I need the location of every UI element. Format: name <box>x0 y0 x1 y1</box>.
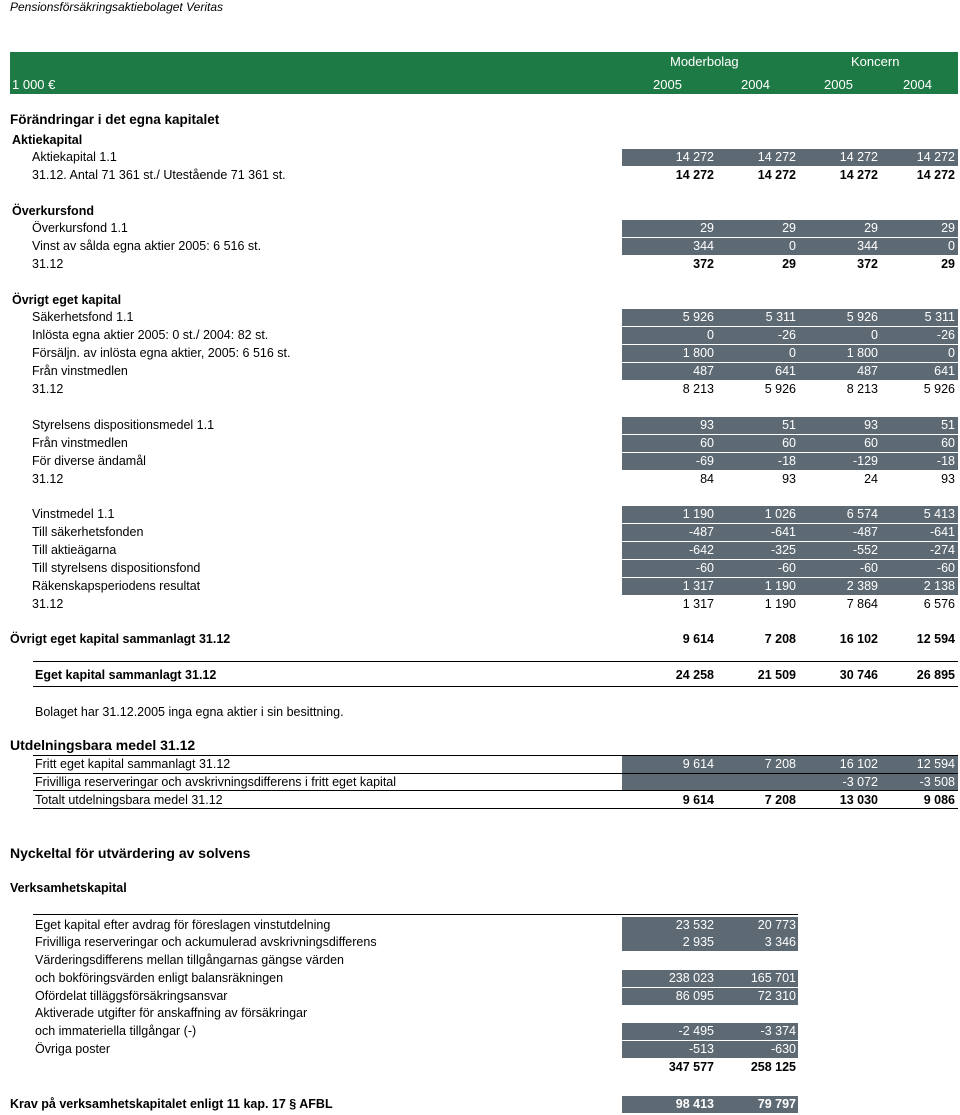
cell: 9 086 <box>923 793 955 807</box>
table-row <box>0 541 960 559</box>
cell: 93 <box>941 472 955 486</box>
group-koncern: Koncern <box>851 54 900 69</box>
cell: -18 <box>936 454 955 468</box>
cell: 1 190 <box>682 507 714 521</box>
cell: -274 <box>929 543 955 557</box>
table-row <box>0 308 960 326</box>
table-row <box>0 791 960 809</box>
cell: -3 508 <box>919 775 955 789</box>
table-row <box>0 969 960 987</box>
note-text: Bolaget har 31.12.2005 inga egna aktier i sin besittning. <box>35 705 344 719</box>
cell: 24 258 <box>675 668 714 682</box>
cell: 1 800 <box>846 346 878 360</box>
sum-row <box>0 1058 960 1076</box>
row-label: Vinst av sålda egna aktier 2005: 6 516 st. <box>32 239 262 253</box>
total-row <box>0 630 960 648</box>
cell: 14 272 <box>675 168 714 182</box>
row-label: Eget kapital efter avdrag för föreslagen vinstutdelning <box>35 918 331 932</box>
cell: 13 030 <box>839 793 878 807</box>
divider-line <box>33 755 958 756</box>
subsection-title: Överkursfond <box>12 204 94 218</box>
cell: 84 <box>700 472 714 486</box>
cell: 238 023 <box>668 971 714 985</box>
row-label: Krav på verksamhetskapitalet enligt 11 kap. 17 § AFBL <box>10 1097 333 1111</box>
cell: 1 317 <box>682 597 714 611</box>
cell: 7 208 <box>764 632 796 646</box>
cell: 1 026 <box>764 507 796 521</box>
table-row <box>0 1022 960 1040</box>
cell: -487 <box>852 525 878 539</box>
cell: 14 272 <box>675 150 714 164</box>
cell: 2 935 <box>682 935 714 949</box>
table-row <box>0 951 960 969</box>
cell: 16 102 <box>839 632 878 646</box>
cell: 165 701 <box>750 971 796 985</box>
row-label: Styrelsens dispositionsmedel 1.1 <box>32 418 215 432</box>
cell: -513 <box>688 1042 714 1056</box>
cell: 79 797 <box>757 1097 796 1111</box>
table-row <box>0 1040 960 1058</box>
cell: 2 138 <box>923 579 955 593</box>
column-header-bar <box>10 52 958 94</box>
row-label: Från vinstmedlen <box>32 436 128 450</box>
table-row <box>0 916 960 934</box>
cell: 60 <box>864 436 878 450</box>
cell: 20 773 <box>757 918 796 932</box>
cell: 14 272 <box>839 150 878 164</box>
row-label: Ofördelat tilläggsförsäkringsansvar <box>35 989 228 1003</box>
row-label: Till aktieägarna <box>32 543 117 557</box>
table-row <box>0 933 960 951</box>
table-row <box>0 559 960 577</box>
group-moderbolag: Moderbolag <box>670 54 739 69</box>
cell: -60 <box>936 561 955 575</box>
cell: -60 <box>695 561 714 575</box>
divider-line <box>33 686 958 687</box>
cell: 12 594 <box>916 632 955 646</box>
cell: 29 <box>700 221 714 235</box>
row-label: Aktiverade utgifter för anskaffning av försäkringar <box>35 1006 308 1020</box>
cell: 0 <box>948 346 955 360</box>
table-row <box>0 452 960 470</box>
cell: 5 311 <box>924 310 955 324</box>
cell: 86 095 <box>675 989 714 1003</box>
cell: 3 346 <box>764 935 796 949</box>
cell: 5 926 <box>764 382 796 396</box>
section-title: Nyckeltal för utvärdering av solvens <box>10 845 251 861</box>
table-row <box>0 1004 960 1022</box>
cell: 641 <box>775 364 796 378</box>
cell: -3 374 <box>760 1024 796 1038</box>
row-label: Aktiekapital 1.1 <box>32 150 117 164</box>
row-label: Värderingsdifferens mellan tillgångarnas gängse värden <box>35 953 344 967</box>
cell: 2 389 <box>846 579 878 593</box>
cell: 1 317 <box>682 579 714 593</box>
row-label: Överkursfond 1.1 <box>32 221 128 235</box>
row-label: Frivilliga reserveringar och ackumulerad avskrivningsdifferens <box>35 935 377 949</box>
year-header: 2005 <box>824 77 853 92</box>
total-row <box>0 666 960 684</box>
cell: 5 926 <box>923 382 955 396</box>
cell: 8 213 <box>682 382 714 396</box>
subsection-title: Övrigt eget kapital <box>12 293 122 307</box>
cell: 93 <box>782 472 796 486</box>
cell: -60 <box>859 561 878 575</box>
row-label: och immateriella tillgångar (-) <box>35 1024 197 1038</box>
row-label: och bokföringsvärden enligt balansräkningen <box>35 971 284 985</box>
row-label: 31.12 <box>32 472 64 486</box>
table-row <box>0 166 960 184</box>
subsection-title: Verksamhetskapital <box>10 881 127 895</box>
row-label: Till säkerhetsfonden <box>32 525 144 539</box>
cell: 641 <box>934 364 955 378</box>
row-label: Frivilliga reserveringar och avskrivningsdifferens i fritt eget kapital <box>35 775 397 789</box>
cell: -642 <box>688 543 714 557</box>
cell: -487 <box>688 525 714 539</box>
cell: 9 614 <box>682 793 714 807</box>
cell: -26 <box>777 328 796 342</box>
row-label: Försäljn. av inlösta egna aktier, 2005: 6 516 st. <box>32 346 291 360</box>
cell: 9 614 <box>682 632 714 646</box>
year-header: 2005 <box>653 77 682 92</box>
table-row <box>0 577 960 595</box>
cell: 0 <box>707 328 714 342</box>
cell: 7 864 <box>846 597 878 611</box>
subsection-title: Aktiekapital <box>12 133 83 147</box>
cell: 0 <box>871 328 878 342</box>
cell: 29 <box>782 257 796 271</box>
cell: 14 272 <box>916 150 955 164</box>
cell: 24 <box>864 472 878 486</box>
cell: 0 <box>948 239 955 253</box>
cell: 7 208 <box>764 757 796 771</box>
row-label: 31.12 <box>32 382 64 396</box>
cell: 5 311 <box>765 310 796 324</box>
table-row <box>0 237 960 255</box>
cell: 344 <box>693 239 714 253</box>
divider-line <box>33 808 958 809</box>
cell: 21 509 <box>757 668 796 682</box>
row-label: 31.12 <box>32 597 64 611</box>
cell: 487 <box>857 364 878 378</box>
cell: -18 <box>777 454 796 468</box>
row-label: Säkerhetsfond 1.1 <box>32 310 134 324</box>
table-row <box>0 326 960 344</box>
cell: 60 <box>782 436 796 450</box>
cell: 0 <box>789 239 796 253</box>
row-label: Till styrelsens dispositionsfond <box>32 561 201 575</box>
divider-line <box>33 914 798 915</box>
cell: 98 413 <box>675 1097 714 1111</box>
row-label: Vinstmedel 1.1 <box>32 507 115 521</box>
table-row <box>0 1095 960 1113</box>
cell: 258 125 <box>750 1060 796 1074</box>
row-label: 31.12. Antal 71 361 st./ Utestående 71 361 st. <box>32 168 286 182</box>
cell: -2 495 <box>678 1024 714 1038</box>
table-row <box>0 595 960 613</box>
cell: 26 895 <box>916 668 955 682</box>
cell: -552 <box>852 543 878 557</box>
row-label: Eget kapital sammanlagt 31.12 <box>35 668 217 682</box>
row-label: Från vinstmedlen <box>32 364 128 378</box>
table-row <box>0 344 960 362</box>
cell: 7 208 <box>764 793 796 807</box>
table-row <box>0 416 960 434</box>
cell: 1 190 <box>764 579 796 593</box>
table-row <box>0 380 960 398</box>
cell: -69 <box>695 454 714 468</box>
cell: 14 272 <box>916 168 955 182</box>
cell: -3 072 <box>842 775 878 789</box>
row-label: Inlösta egna aktier 2005: 0 st./ 2004: 82 st. <box>32 328 269 342</box>
row-label: För diverse ändamål <box>32 454 146 468</box>
table-row <box>0 470 960 488</box>
row-label: Räkenskapsperiodens resultat <box>32 579 201 593</box>
cell: 29 <box>941 221 955 235</box>
cell: 344 <box>857 239 878 253</box>
cell: 60 <box>700 436 714 450</box>
cell: -129 <box>852 454 878 468</box>
cell: 1 800 <box>682 346 714 360</box>
cell: 0 <box>789 346 796 360</box>
table-row <box>0 362 960 380</box>
cell: 29 <box>864 221 878 235</box>
cell: 6 576 <box>923 597 955 611</box>
table-row <box>0 434 960 452</box>
cell: 487 <box>693 364 714 378</box>
cell: 29 <box>782 221 796 235</box>
cell: 12 594 <box>916 757 955 771</box>
cell: -630 <box>770 1042 796 1056</box>
cell: 60 <box>941 436 955 450</box>
cell: 6 574 <box>846 507 878 521</box>
divider-line <box>33 661 958 662</box>
cell: 5 926 <box>846 310 878 324</box>
cell: 14 272 <box>757 168 796 182</box>
section-title: Förändringar i det egna kapitalet <box>10 112 220 127</box>
table-row <box>0 755 960 773</box>
cell: 372 <box>693 257 714 271</box>
table-row <box>0 255 960 273</box>
cell: 9 614 <box>682 757 714 771</box>
row-label: Övriga poster <box>35 1042 111 1056</box>
table-row <box>0 219 960 237</box>
cell: -641 <box>929 525 955 539</box>
cell: 1 190 <box>764 597 796 611</box>
cell: -325 <box>770 543 796 557</box>
cell: 51 <box>941 418 955 432</box>
cell: 29 <box>941 257 955 271</box>
unit-label: 1 000 € <box>12 77 56 92</box>
cell: -641 <box>770 525 796 539</box>
table-row <box>0 523 960 541</box>
year-header: 2004 <box>903 77 932 92</box>
row-label: Fritt eget kapital sammanlagt 31.12 <box>35 757 231 771</box>
cell: 23 532 <box>675 918 714 932</box>
table-row <box>0 987 960 1005</box>
row-label: 31.12 <box>32 257 64 271</box>
cell: 93 <box>864 418 878 432</box>
cell: 51 <box>782 418 796 432</box>
cell: 16 102 <box>839 757 878 771</box>
cell: 14 272 <box>839 168 878 182</box>
company-name: Pensionsförsäkringsaktiebolaget Veritas <box>10 0 224 14</box>
table-row <box>0 148 960 166</box>
divider-line <box>33 773 958 774</box>
cell: 372 <box>857 257 878 271</box>
table-row <box>0 505 960 523</box>
cell: 8 213 <box>846 382 878 396</box>
cell: 5 413 <box>923 507 955 521</box>
section-title: Utdelningsbara medel 31.12 <box>10 737 196 753</box>
table-row <box>0 773 960 791</box>
cell: -60 <box>777 561 796 575</box>
cell: -26 <box>936 328 955 342</box>
divider-line <box>33 790 958 791</box>
cell: 347 577 <box>668 1060 714 1074</box>
cell: 14 272 <box>757 150 796 164</box>
year-header: 2004 <box>741 77 770 92</box>
cell: 30 746 <box>839 668 878 682</box>
cell: 72 310 <box>757 989 796 1003</box>
row-label: Övrigt eget kapital sammanlagt 31.12 <box>10 632 231 646</box>
row-label: Totalt utdelningsbara medel 31.12 <box>35 793 223 807</box>
cell: 5 926 <box>682 310 714 324</box>
cell: 93 <box>700 418 714 432</box>
